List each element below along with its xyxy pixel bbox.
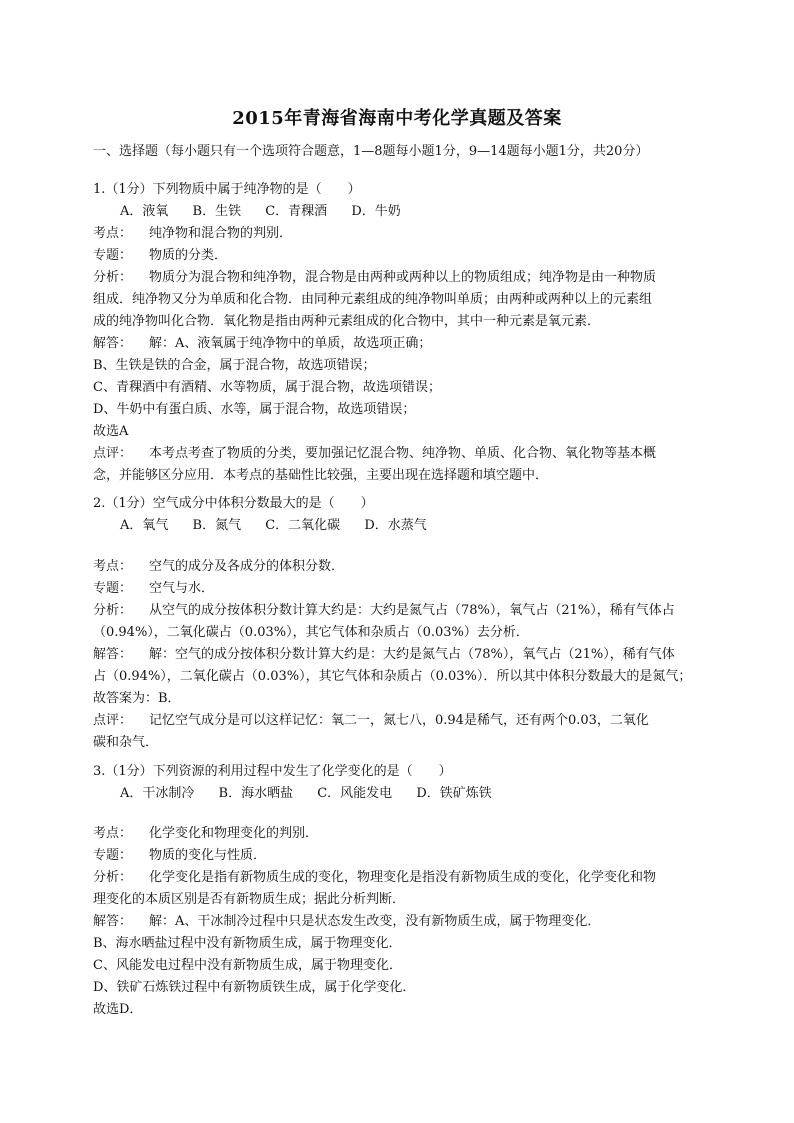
zhuanti-label: 专题： bbox=[93, 248, 133, 263]
jieda-text: 解：A、干冰制冷过程中只是状态发生改变，没有新物质生成，属于物理变化． bbox=[149, 914, 601, 929]
q2-kaodian bbox=[93, 556, 733, 578]
jieda-label: 解答： bbox=[93, 914, 133, 929]
q1-zhuanti bbox=[93, 245, 733, 267]
q1-dianping-cont: 念，并能够区分应用．本考点的基础性比较强，主要出现在选择题和填空题中． bbox=[93, 468, 549, 483]
q2-dianping-cont: 碳和杂气． bbox=[93, 735, 159, 750]
question-1-options bbox=[120, 201, 760, 223]
option-c: C．青稞酒 bbox=[265, 204, 328, 219]
kaodian-label: 考点： bbox=[93, 226, 133, 241]
q3-fenxi-cont: 理变化的本质区别是否有新物质生成；据此分析判断． bbox=[93, 892, 406, 907]
fenxi-label: 分析： bbox=[93, 870, 133, 885]
jieda-text: 解：空气的成分按体积分数计算大约是：大约是氮气占（78%），氧气占（21%），稀有气体 bbox=[149, 647, 675, 662]
q3-jieda-cont: 故选D． bbox=[93, 1002, 143, 1017]
question-3-options bbox=[120, 783, 760, 805]
q3-fenxi bbox=[93, 867, 733, 889]
q2-dianping bbox=[93, 710, 733, 732]
q1-jieda-cont: B、生铁是铁的合金，属于混合物，故选项错误； bbox=[93, 358, 376, 373]
option-b: B．海水晒盐 bbox=[218, 786, 294, 801]
kaodian-label: 考点： bbox=[93, 826, 133, 841]
option-b: B．氮气 bbox=[192, 518, 242, 533]
fenxi-text: 化学变化是指有新物质生成的变化，物理变化是指没有新物质生成的变化，化学变化和物 bbox=[149, 870, 657, 885]
option-d: D．水蒸气 bbox=[364, 518, 427, 533]
q3-kaodian bbox=[93, 823, 733, 845]
option-d: D．牛奶 bbox=[351, 204, 401, 219]
option-b: B．生铁 bbox=[192, 204, 242, 219]
dianping-label: 点评： bbox=[93, 446, 133, 461]
q1-kaodian bbox=[93, 223, 733, 245]
q3-jieda-cont: B、海水晒盐过程中没有新物质生成，属于物理变化． bbox=[93, 936, 402, 951]
q1-dianping bbox=[93, 443, 733, 465]
q1-jieda bbox=[93, 333, 733, 355]
q2-jieda-cont: 故答案为：B． bbox=[93, 691, 181, 706]
q1-fenxi-cont: 成的纯净物叫化合物．氧化物是指由两种元素组成的化合物中，其中一种元素是氧元素． bbox=[93, 314, 601, 329]
question-2-options bbox=[120, 515, 760, 537]
q3-jieda bbox=[93, 911, 733, 933]
option-a: A．液氧 bbox=[120, 204, 169, 219]
q1-fenxi bbox=[93, 267, 733, 289]
kaodian-text: 化学变化和物理变化的判别． bbox=[149, 826, 319, 841]
option-c: C．风能发电 bbox=[317, 786, 393, 801]
kaodian-text: 纯净物和混合物的判别． bbox=[149, 226, 293, 241]
q2-zhuanti bbox=[93, 578, 733, 600]
jieda-text: 解：A、液氧属于纯净物中的单质，故选项正确； bbox=[149, 336, 432, 351]
question-2-stem: 2.（1分）空气成分中体积分数最大的是（ ） bbox=[93, 496, 374, 511]
dianping-text: 记忆空气成分是可以这样记忆：氧二一，氮七八，0.94是稀气，还有两个0.03，二氧化 bbox=[149, 713, 649, 728]
q3-zhuanti bbox=[93, 845, 733, 867]
zhuanti-text: 物质的变化与性质． bbox=[149, 848, 267, 863]
jieda-label: 解答： bbox=[93, 647, 133, 662]
q3-jieda-cont: C、风能发电过程中没有新物质生成，属于物理变化． bbox=[93, 958, 402, 973]
question-3-stem: 3.（1分）下列资源的利用过程中发生了化学变化的是（ ） bbox=[93, 764, 452, 779]
dianping-label: 点评： bbox=[93, 713, 133, 728]
q2-fenxi bbox=[93, 600, 733, 622]
fenxi-label: 分析： bbox=[93, 270, 133, 285]
q3-jieda-cont: D、铁矿石炼铁过程中有新物质铁生成，属于化学变化． bbox=[93, 980, 416, 995]
q2-fenxi-cont: （0.94%），二氧化碳占（0.03%），其它气体和杂质占（0.03%）去分析． bbox=[93, 625, 529, 640]
section-heading: 一、选择题（每小题只有一个选项符合题意，1—8题每小题1分，9—14题每小题1分，共20分） bbox=[93, 144, 649, 159]
page-title: 2015年青海省海南中考化学真题及答案 bbox=[232, 108, 562, 129]
fenxi-label: 分析： bbox=[93, 603, 133, 618]
option-c: C．二氧化碳 bbox=[265, 518, 341, 533]
option-d: D．铁矿炼铁 bbox=[416, 786, 492, 801]
q1-jieda-cont: C、青稞酒中有酒精、水等物质，属于混合物，故选项错误； bbox=[93, 380, 441, 395]
question-1-stem: 1.（1分）下列物质中属于纯净物的是（ ） bbox=[93, 182, 361, 197]
q2-jieda bbox=[93, 644, 733, 666]
kaodian-text: 空气的成分及各成分的体积分数． bbox=[149, 559, 345, 574]
q2-jieda-cont: 占（0.94%），二氧化碳占（0.03%），其它气体和杂质占（0.03%）．所以其中体积分数最大的是氮气； bbox=[93, 669, 692, 684]
zhuanti-label: 专题： bbox=[93, 848, 133, 863]
jieda-label: 解答： bbox=[93, 336, 133, 351]
fenxi-text: 从空气的成分按体积分数计算大约是：大约是氮气占（78%），氧气占（21%），稀有气体占 bbox=[149, 603, 675, 618]
option-a: A．氧气 bbox=[120, 518, 169, 533]
dianping-text: 本考点考查了物质的分类，要加强记忆混合物、纯净物、单质、化合物、氧化物等基本概 bbox=[149, 446, 657, 461]
kaodian-label: 考点： bbox=[93, 559, 133, 574]
fenxi-text: 物质分为混合物和纯净物，混合物是由两种或两种以上的物质组成；纯净物是由一种物质 bbox=[149, 270, 657, 285]
q1-jieda-cont: D、牛奶中有蛋白质、水等，属于混合物，故选项错误； bbox=[93, 402, 416, 417]
zhuanti-text: 空气与水． bbox=[149, 581, 215, 596]
q1-jieda-cont: 故选A bbox=[93, 424, 129, 439]
zhuanti-text: 物质的分类． bbox=[149, 248, 228, 263]
zhuanti-label: 专题： bbox=[93, 581, 133, 596]
option-a: A．干冰制冷 bbox=[120, 786, 195, 801]
q1-fenxi-cont: 组成．纯净物又分为单质和化合物．由同种元素组成的纯净物叫单质；由两种或两种以上的元素组 bbox=[93, 292, 653, 307]
